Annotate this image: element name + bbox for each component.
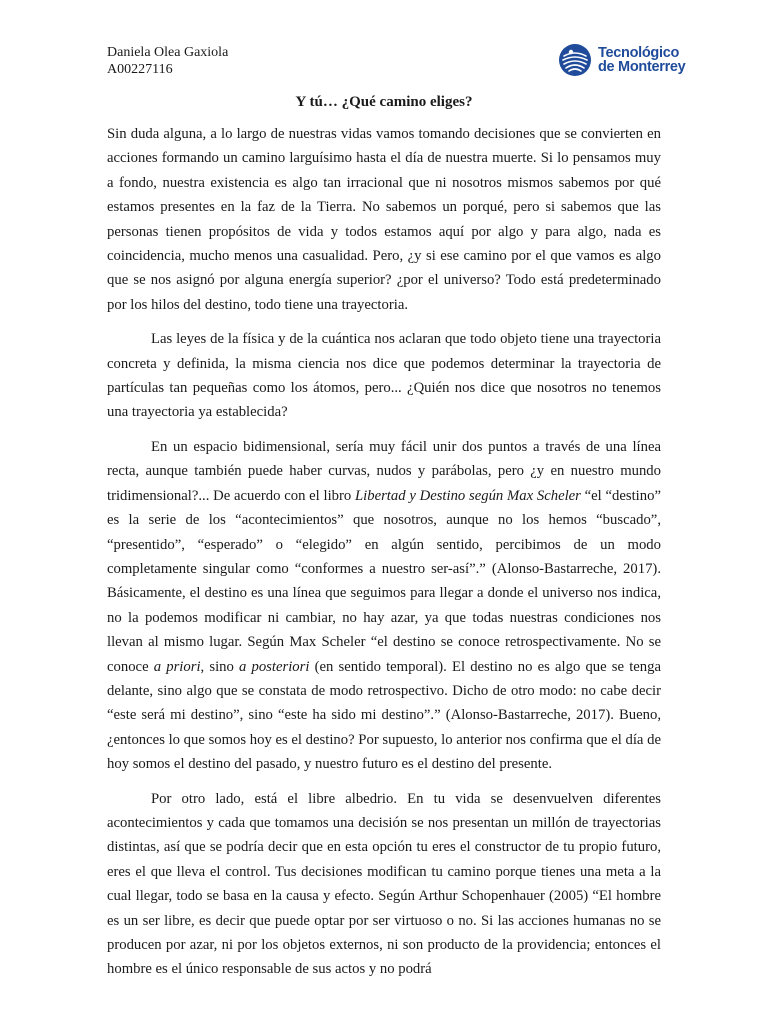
paragraph-2: Las leyes de la física y de la cuántica nos aclaran que todo objeto tiene una trayectoria concreta y definida, la misma ciencia nos dice que podemos determinar la trayectoria de partículas tan pequeñas como los átomos, pero... ¿Quién nos dice que nosotros no tenemos una trayectoria ya establecida? (107, 331, 661, 421)
term-a-posteriori: a posteriori (239, 658, 310, 675)
paragraph-3-text-3: , sino (200, 658, 239, 675)
logo-text (598, 46, 685, 75)
book-title: Libertad y Destino según Max Scheler (354, 487, 581, 504)
paragraph-3 (107, 435, 661, 777)
paragraph-3-text-1: En un espacio bidimensional, sería muy fácil unir dos puntos a través de una línea recta, aunque también puede haber curvas, nudos y parábolas, pero ¿y en nuestro mundo tridimensional?... De acuerdo con el libro (107, 438, 661, 504)
document-title: Y tú… ¿Qué camino eliges? (295, 94, 473, 110)
student-id: A00227116 (107, 62, 173, 77)
paragraph-3-text-2: “el “destino” es la serie de los “acontecimientos” que nosotros, aunque no los hemos “buscado”, “presentido”, “esperado” o “elegido” en algún sentido, percibimos de un modo completamente singular como “conformes a nuestro ser-así”.” (Alonso-Bastarreche, 2017). Básicamente, el destino es una línea que seguimos para llegar a donde el universo nos indica, no la podemos modificar ni cambiar, no hay azar, ya que todas nuestras condiciones nos llevan al mismo lugar. Según Max Scheler “el destino se conoce retrospectivamente. No se conoce (107, 487, 661, 675)
paragraph-1: Sin duda alguna, a lo largo de nuestras vidas vamos tomando decisiones que se convierten en acciones formando un camino larguísimo hasta el día de nuestra muerte. Si lo pensamos muy a fondo, nuestra existencia es algo tan irracional que ni nosotros mismos sabemos por qué estamos presentes en la faz de la Tierra. No sabemos un porqué, pero si sabemos que las personas tienen propósitos de vida y todos estamos aquí por algo y para algo, nada es coincidencia, mucho menos una casualidad. Pero, ¿y si ese camino por el que vamos es algo que se nos asignó por alguna energía superior? ¿por el universo? Todo está predeterminado por los hilos del destino, todo tiene una trayectoria. (107, 126, 661, 313)
author-block (107, 44, 228, 78)
institution-logo (558, 43, 685, 77)
author-name: Daniela Olea Gaxiola (107, 45, 229, 60)
document-body (107, 122, 661, 992)
paragraph-4: Por otro lado, está el libre albedrio. En tu vida se desenvuelven diferentes acontecimientos y cada que tomamos una decisión se nos presentan un millón de trayectorias distintas, así que se podría decir que en esta opción tu eres el constructor de tu propio futuro, eres el que lleva el control. Tus decisiones modifican tu camino porque tienes una meta a la cual llegar, todo se basa en la causa y efecto. Según Arthur Schopenhauer (2005) “El hombre es un ser libre, es decir que puede optar por ser virtuoso o no. Si las acciones humanas no se producen por azar, ni por los objetos externos, ni son producto de la providencia; entonces el hombre es el único responsable de sus actos y no podrá (107, 790, 661, 978)
paragraph-3-text-4: (en sentido temporal). El destino no es algo que se tenga delante, sino algo que se constata de modo retrospectivo. Dicho de otro modo: no cabe decir “este será mi destino”, sino “este ha sido mi destino”.” (Alonso-Bastarreche, 2017). Bueno, ¿entonces lo que somos hoy es el destino? Por supuesto, lo anterior nos confirma que el día de hoy somos el destino del pasado, y nuestro futuro es el destino del presente. (107, 658, 661, 773)
logo-line-2: de Monterrey (598, 59, 686, 75)
logo-line-1: Tecnológico (598, 44, 680, 61)
tec-de-monterrey-logo-icon (558, 43, 592, 77)
term-a-priori: a priori (153, 658, 201, 675)
